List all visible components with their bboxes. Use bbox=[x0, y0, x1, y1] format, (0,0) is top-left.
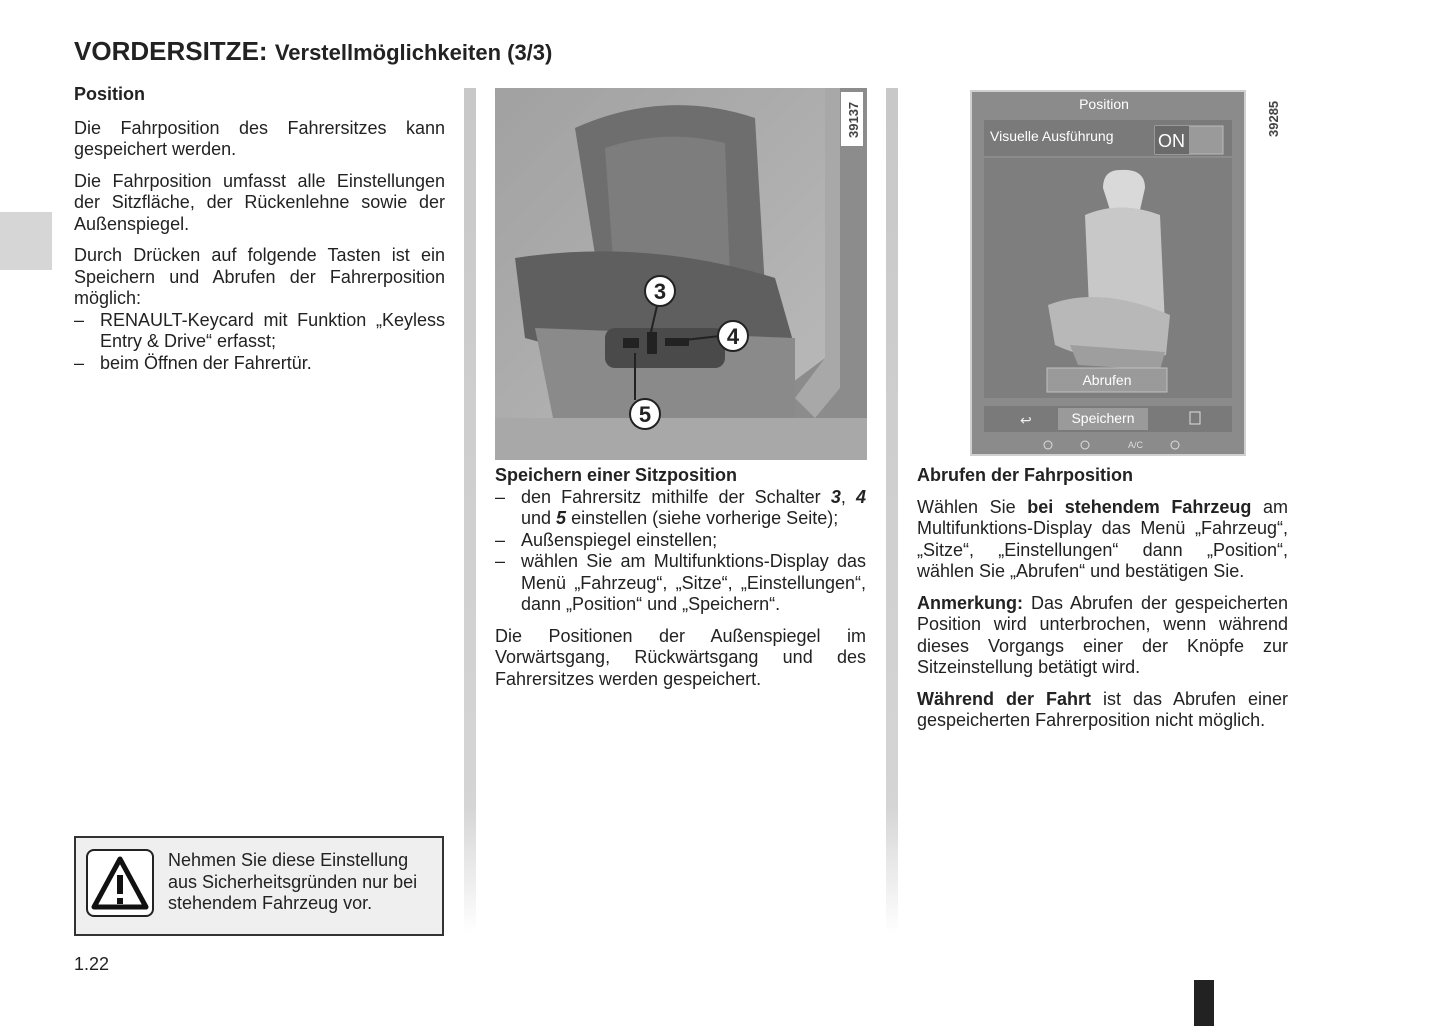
title-main: VORDERSITZE: bbox=[74, 36, 268, 66]
list-item: – beim Öffnen der Fahrertür. bbox=[74, 353, 445, 375]
column-3 bbox=[917, 465, 1288, 742]
screen-title: Position bbox=[1079, 96, 1129, 112]
list-item: – wählen Sie am Multifunktions-Display das Menü „Fahrzeug“, „Sitze“, „Einstellungen“, dann „Position“ und „Speichern“. bbox=[495, 551, 866, 616]
paragraph: Die Fahrposition umfasst alle Einstellungen der Sitzfläche, der Rückenlehne sowie der Außenspiegel. bbox=[74, 170, 445, 234]
paragraph: Anmerkung: Das Abrufen der gespeicherten Position wird unterbrochen, wenn während dieses Vorgangs einer der Knöpfe zur Sitzeinstellung betätigt wird. bbox=[917, 592, 1288, 677]
screen-toggle: ON bbox=[1158, 131, 1185, 151]
screen-visual-label: Visuelle Ausführung bbox=[990, 128, 1114, 144]
section-heading-position: Position bbox=[74, 84, 145, 104]
callout-4 bbox=[718, 321, 748, 351]
bullet-list bbox=[495, 487, 866, 616]
paragraph: Die Positionen der Außenspiegel im Vorwärtsgang, Rückwärtsgang und des Fahrersitzes werden gespeichert. bbox=[495, 625, 866, 689]
page-title bbox=[74, 36, 552, 67]
display-screenshot bbox=[970, 90, 1246, 456]
warning-text: Nehmen Sie diese Einstellung aus Sicherheitsgründen nur bei stehendem Fahrzeug vor. bbox=[168, 850, 418, 913]
seat-photo bbox=[495, 88, 867, 460]
column-divider bbox=[464, 88, 476, 933]
back-icon: ↩ bbox=[1020, 413, 1032, 429]
section-heading-save: Speichern einer Sitzposition bbox=[495, 465, 738, 485]
column-1 bbox=[74, 84, 445, 384]
svg-text:3: 3 bbox=[653, 279, 667, 304]
image-code: 39285 bbox=[1266, 100, 1281, 137]
screen-save-button: Speichern bbox=[1071, 410, 1135, 426]
svg-text:5: 5 bbox=[638, 402, 652, 427]
warning-triangle-icon bbox=[86, 849, 154, 917]
column-divider bbox=[886, 88, 898, 933]
paragraph: Durch Drücken auf folgende Tasten ist ein Speichern und Abrufen der Fahrerposition möglich: bbox=[74, 245, 445, 308]
list-item: – RENAULT-Keycard mit Funktion „Keyless Entry & Drive“ erfasst; bbox=[74, 310, 445, 353]
image-code: 39137 bbox=[846, 101, 861, 138]
bullet-list bbox=[74, 310, 445, 375]
paragraph: Wählen Sie bei stehendem Fahrzeug am Multifunktions-Display das Menü „Fahrzeug“, „Sitze“, „Einstellungen“ dann „Position“, wählen Sie „Abrufen“ und bestätigen Sie. bbox=[917, 496, 1288, 581]
screen-ac-label: A/C bbox=[1128, 440, 1144, 450]
screen-recall-button: Abrufen bbox=[1082, 372, 1132, 388]
list-item: – den Fahrersitz mithilfe der Schalter 3, 4 und 5 einstellen (siehe vorherige Seite); bbox=[495, 487, 866, 530]
paragraph: Die Fahrposition des Fahrersitzes kann gespeichert werden. bbox=[74, 117, 445, 159]
callout-3 bbox=[645, 276, 675, 306]
paragraph: Während der Fahrt ist das Abrufen einer gespeicherten Fahrerposition nicht möglich. bbox=[917, 688, 1289, 730]
page-number: 1.22 bbox=[74, 954, 110, 974]
warning-box bbox=[74, 836, 444, 936]
callout-5 bbox=[630, 399, 660, 429]
chapter-tab bbox=[0, 212, 52, 270]
svg-text:4: 4 bbox=[726, 324, 740, 349]
section-heading-recall: Abrufen der Fahrposition bbox=[917, 465, 1133, 485]
edge-marker bbox=[1194, 980, 1214, 1026]
column-2 bbox=[495, 465, 866, 700]
title-sub: Verstellmöglichkeiten (3/3) bbox=[274, 40, 553, 65]
list-item: – Außenspiegel einstellen; bbox=[495, 530, 866, 552]
